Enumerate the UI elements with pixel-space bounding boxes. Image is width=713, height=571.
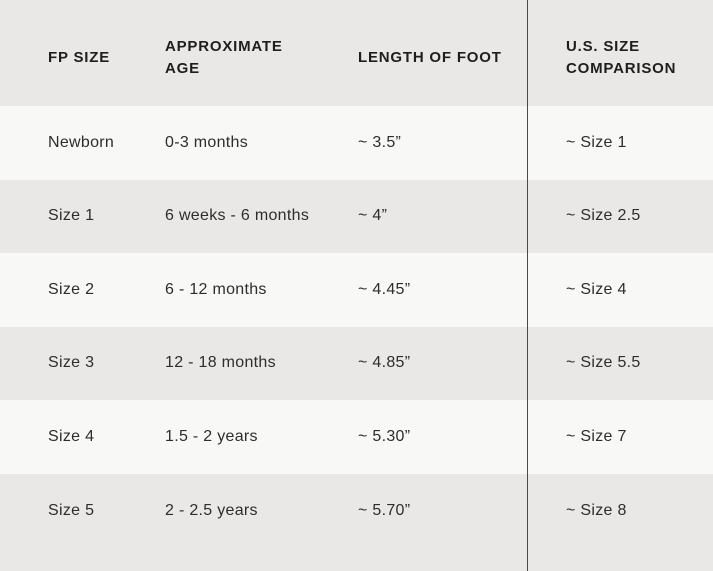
cell-fp-size: Newborn xyxy=(48,133,115,151)
cell-length-of-foot: ~ 5.70” xyxy=(358,501,411,519)
cell-approximate-age: 6 weeks - 6 months xyxy=(165,207,310,225)
table-row-newborn xyxy=(0,106,713,180)
cell-us-size-comparison: ~ Size 2.5 xyxy=(527,180,713,253)
cell-approximate-age: 12 - 18 months xyxy=(165,354,276,372)
column-header-us-size-comparison xyxy=(527,0,713,106)
cell-fp-size: Size 5 xyxy=(48,501,95,519)
table-header-row xyxy=(0,0,713,106)
table-bottom-filler xyxy=(0,548,713,571)
cell-fp-size: Size 4 xyxy=(48,427,95,445)
filler-cell xyxy=(310,548,527,571)
cell-length-of-foot: ~ 4.45” xyxy=(358,280,411,298)
column-header-fp-size: FP SIZE xyxy=(48,49,111,67)
cell-approximate-age: 1.5 - 2 years xyxy=(165,427,258,445)
cell-us-size-comparison: ~ Size 4 xyxy=(527,253,713,327)
column-header-us-size-comparison-label: U.S. SIZE COMPARISON xyxy=(566,38,677,77)
cell-fp-size: Size 2 xyxy=(48,280,95,298)
table-row-size-5 xyxy=(0,474,713,548)
cell-approximate-age: 0-3 months xyxy=(165,133,249,151)
cell-fp-size: Size 1 xyxy=(48,207,95,225)
cell-length-of-foot: ~ 5.30” xyxy=(358,427,411,445)
cell-approximate-age: 6 - 12 months xyxy=(165,280,267,298)
column-header-approximate-age: APPROXIMATE AGE xyxy=(165,38,283,77)
cell-approximate-age: 2 - 2.5 years xyxy=(165,501,258,519)
cell-length-of-foot: ~ 3.5” xyxy=(358,133,402,151)
table-row-size-1 xyxy=(0,180,713,253)
table-row-size-4 xyxy=(0,400,713,474)
cell-us-size-comparison: ~ Size 7 xyxy=(527,400,713,474)
filler-cell xyxy=(0,548,117,571)
cell-length-of-foot: ~ 4” xyxy=(358,207,388,225)
cell-length-of-foot: ~ 4.85” xyxy=(358,354,411,372)
filler-cell xyxy=(527,548,713,571)
cell-us-size-comparison: ~ Size 5.5 xyxy=(527,327,713,400)
cell-fp-size: Size 3 xyxy=(48,354,95,372)
cell-us-size-comparison: ~ Size 1 xyxy=(527,106,713,180)
cell-us-size-comparison: ~ Size 8 xyxy=(527,474,713,548)
filler-cell xyxy=(117,548,310,571)
table-row-size-2 xyxy=(0,253,713,327)
column-header-length-of-foot: LENGTH OF FOOT xyxy=(358,49,502,67)
table-row-size-3 xyxy=(0,327,713,400)
